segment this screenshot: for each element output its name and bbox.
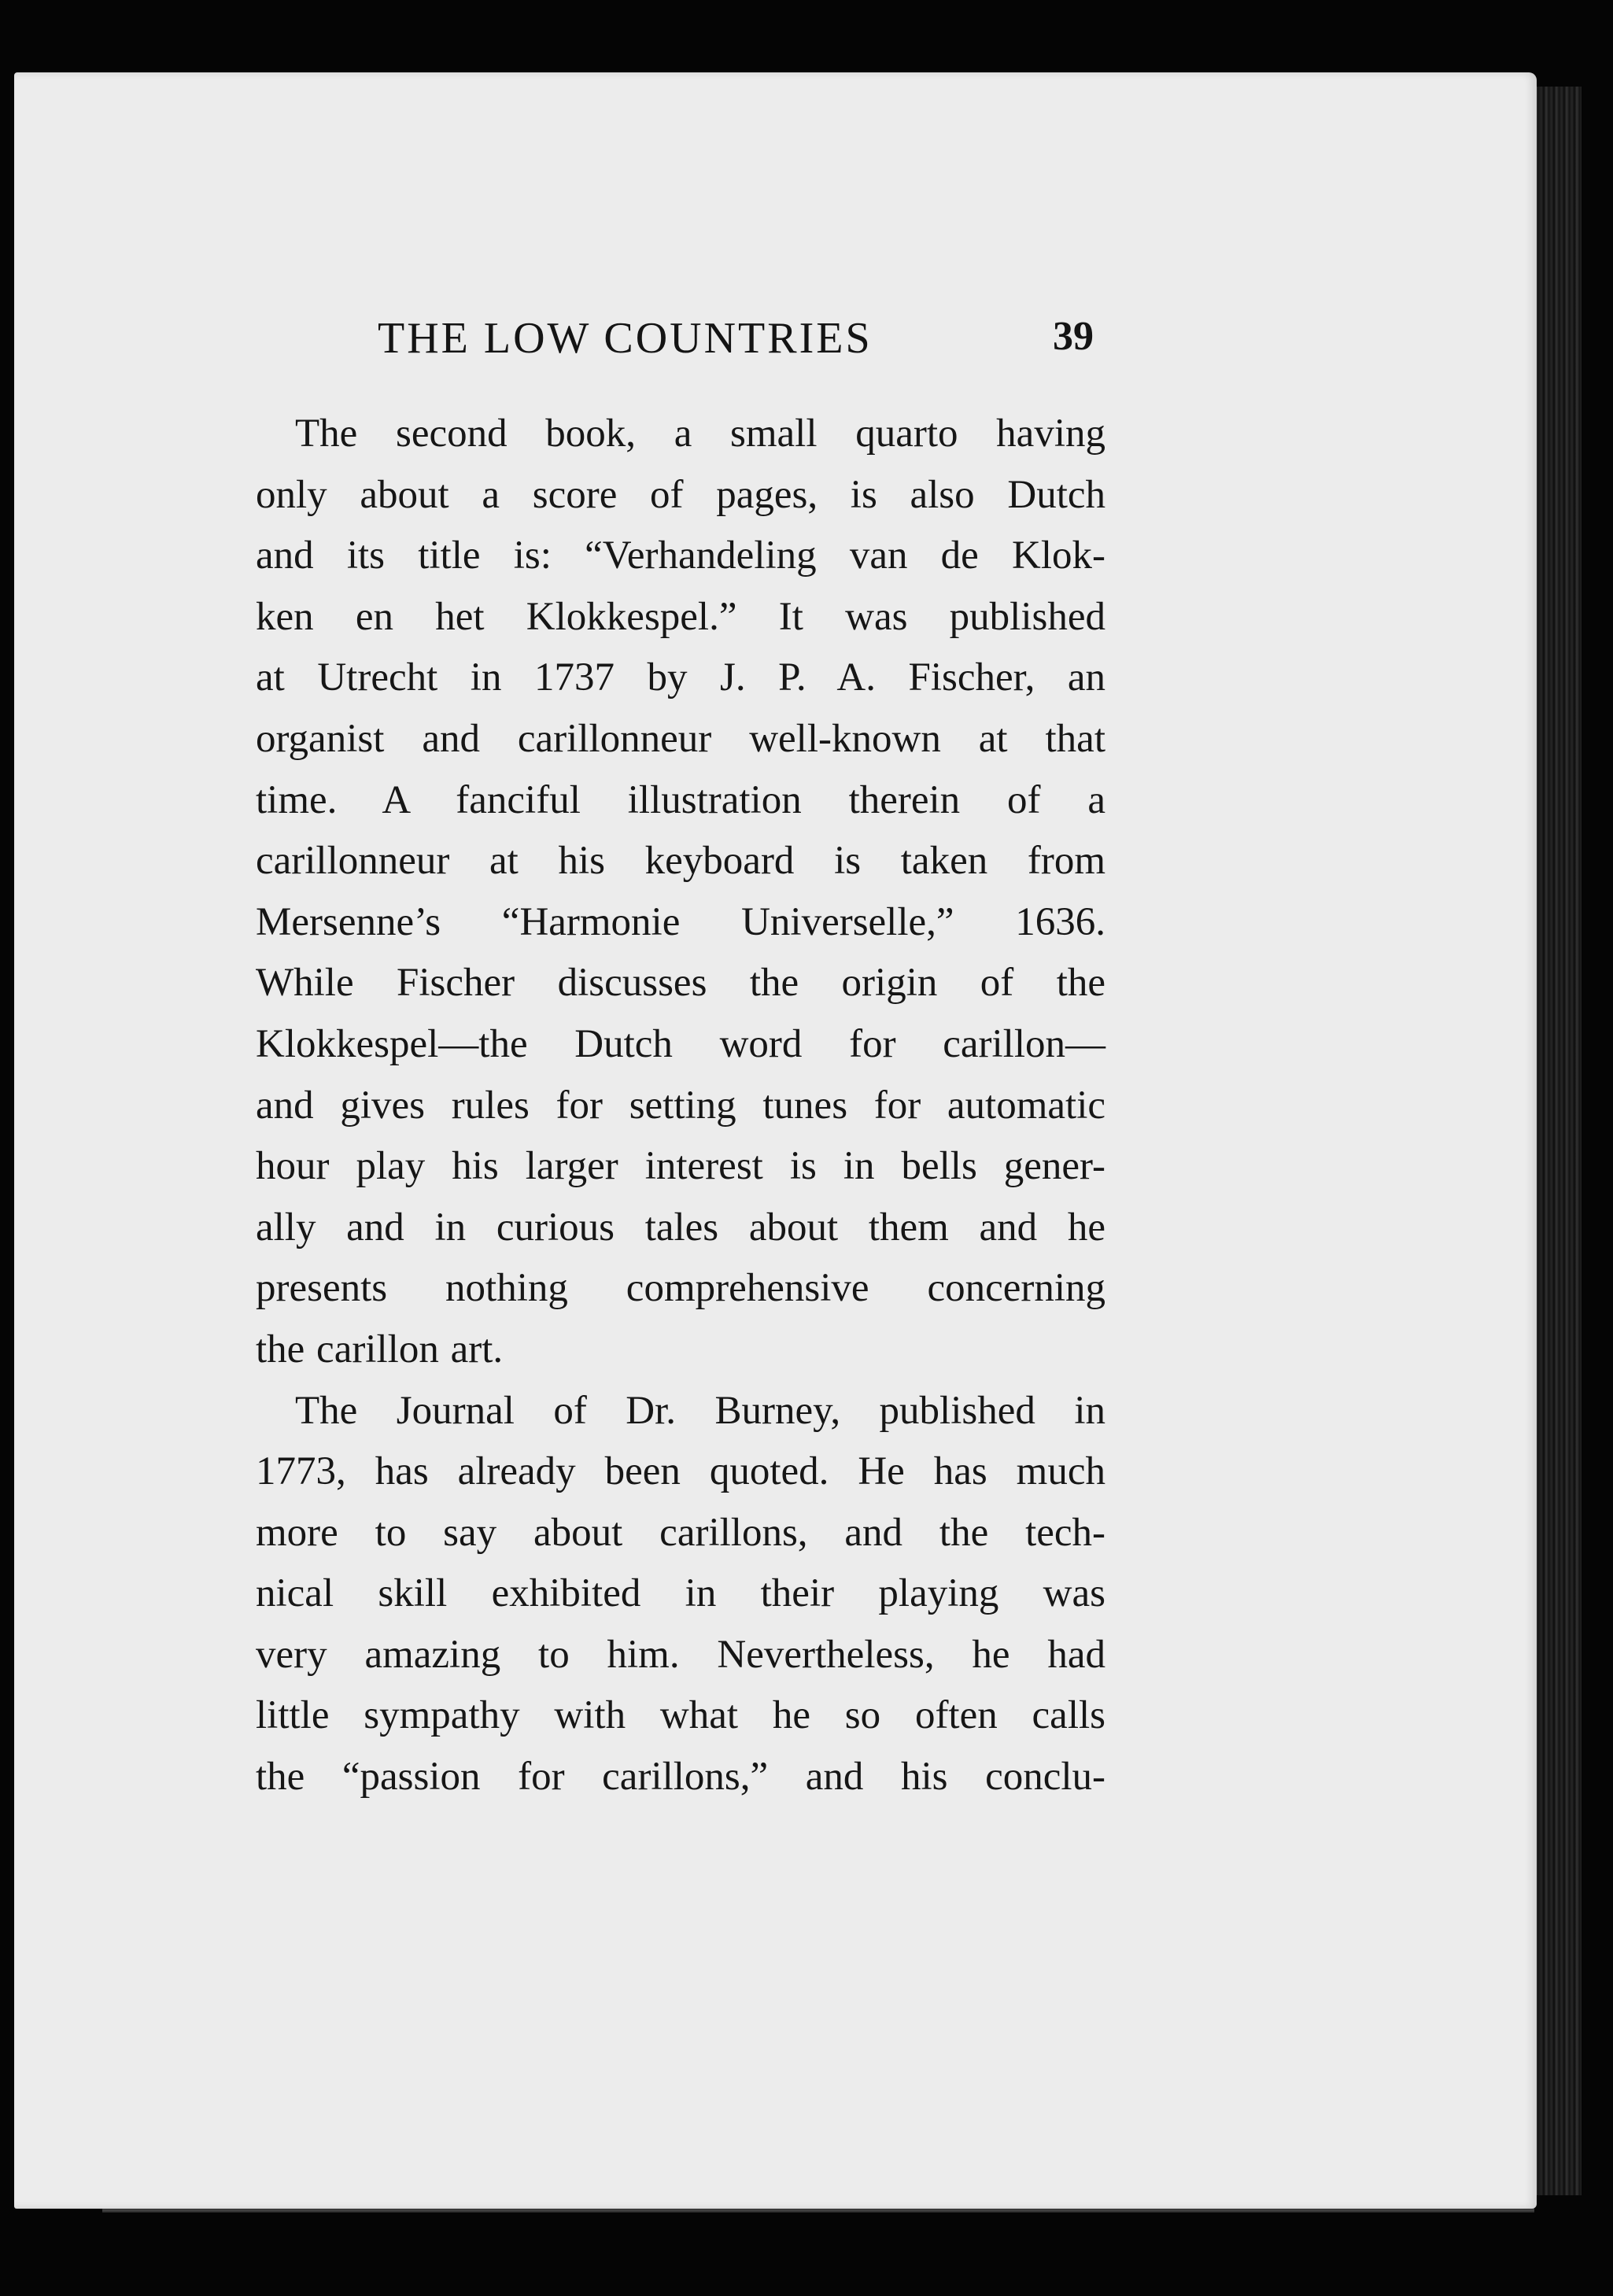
text-line: carillonneur at his keyboard is taken from [256, 839, 1105, 884]
text-line: more to say about carillons, and the tech- [256, 1510, 1105, 1555]
text-line: little sympathy with what he so often calls [256, 1693, 1105, 1738]
text-line: Klokkespel—the Dutch word for carillon— [256, 1021, 1105, 1066]
text-line: time. A fanciful illustration therein of a [256, 777, 1105, 822]
text-line: and its title is: “Verhandeling van de Klok- [256, 533, 1105, 578]
text-line: 1773, has already been quoted. He has much [256, 1449, 1105, 1494]
text-line: nical skill exhibited in their playing was [256, 1571, 1105, 1616]
text-line: and gives rules for setting tunes for automatic [256, 1083, 1105, 1128]
text-line: at Utrecht in 1737 by J. P. A. Fischer, an [256, 655, 1105, 700]
text-line: The Journal of Dr. Burney, published in [295, 1388, 1105, 1433]
text-line: The second book, a small quarto having [295, 412, 1105, 456]
text-line: hour play his larger interest is in bells gener- [256, 1144, 1105, 1189]
text-line: very amazing to him. Nevertheless, he had [256, 1632, 1105, 1677]
text-line: presents nothing comprehensive concerning [256, 1266, 1105, 1311]
paragraph-2 [256, 1381, 1105, 1808]
paragraph-1 [256, 404, 1105, 1381]
text-line: While Fischer discusses the origin of the [256, 961, 1105, 1006]
text-line: Mersenne’s “Harmonie Universelle,” 1636. [256, 899, 1105, 944]
text-line: the carillon art. [256, 1327, 504, 1371]
text-line: organist and carillonneur well-known at that [256, 716, 1105, 761]
text-line: only about a score of pages, is also Dutch [256, 472, 1105, 517]
running-head: THE LOW COUNTRIES [378, 314, 873, 363]
text-line: ally and in curious tales about them and he [256, 1205, 1105, 1250]
page-number: 39 [1053, 314, 1094, 359]
body-text [256, 404, 1105, 1808]
page-header [378, 313, 1102, 368]
text-line: the “passion for carillons,” and his conclu- [256, 1755, 1105, 1800]
text-line: ken en het Klokkespel.” It was published [256, 594, 1105, 639]
